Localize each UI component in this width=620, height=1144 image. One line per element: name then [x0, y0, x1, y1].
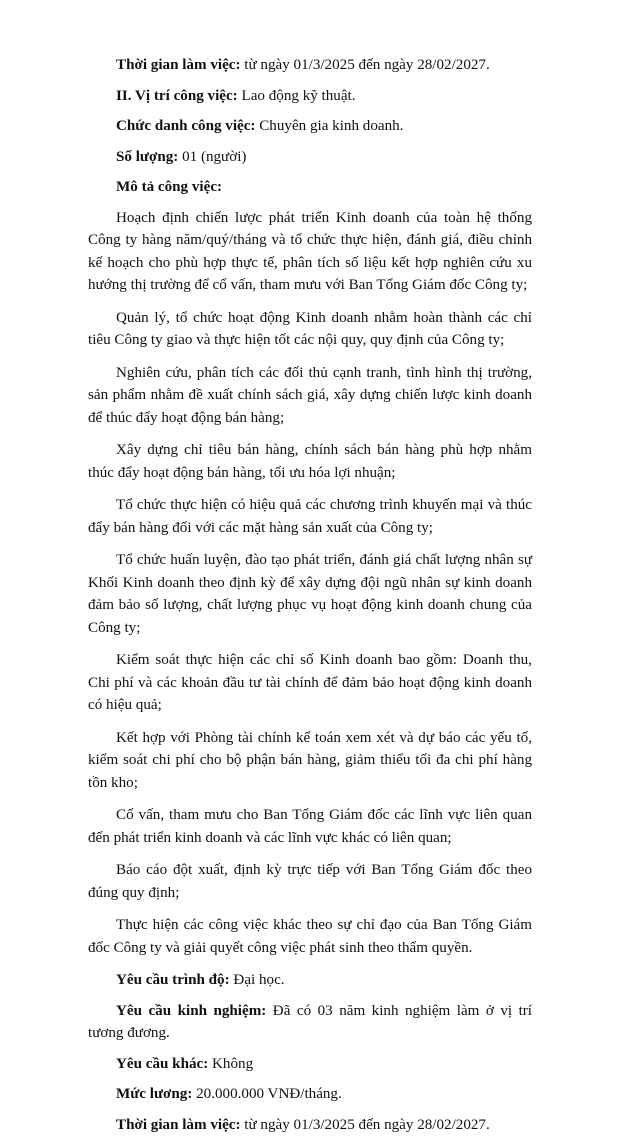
duty-paragraph: Báo cáo đột xuất, định kỳ trực tiếp với Ban Tổng Giám đốc theo đúng quy định;	[88, 862, 532, 901]
duty-paragraph: Tổ chức huấn luyện, đào tạo phát triển, đánh giá chất lượng nhân sự Khối Kinh doanh theo định kỳ để xây dựng đội ngũ nhân sự kinh doanh đảm bảo số lượng, chất lượng phục vụ hoạt động kinh doanh chung của Công ty;	[88, 552, 532, 636]
work-time-label: Thời gian làm việc:	[116, 57, 241, 73]
duty-paragraph: Tổ chức thực hiện có hiệu quả các chương trình khuyến mại và thúc đẩy bán hàng đối với các mặt hàng sản xuất của Công ty;	[88, 497, 532, 536]
salary-label: Mức lương:	[116, 1086, 193, 1102]
work-time-line-bottom	[88, 1114, 532, 1137]
salary-value: 20.000.000 VNĐ/tháng.	[192, 1086, 342, 1102]
duty-paragraph: Kiểm soát thực hiện các chỉ số Kinh doanh bao gồm: Doanh thu, Chi phí và các khoản đầu tư tài chính để đảm bảo hoạt động kinh doanh có hiệu quả;	[88, 652, 532, 713]
duty-paragraph: Hoạch định chiến lược phát triển Kinh doanh của toàn hệ thống Công ty hàng năm/quý/tháng và tổ chức thực hiện, đánh giá, điều chỉnh kế hoạch cho phù hợp thực tế, phân tích số liệu kết hợp nghiên cứu xu hướng thị trường để cố vấn, tham mưu với Ban Tổng Giám đốc Công ty;	[88, 209, 532, 293]
other-value: Không	[208, 1055, 254, 1072]
duty-paragraph: Kết hợp với Phòng tài chính kế toán xem xét và dự báo các yếu tố, kiểm soát chi phí cho bộ phận bán hàng, giảm thiểu tối đa chi phí hàng tồn kho;	[88, 729, 532, 791]
quantity-value: 01 (người)	[178, 148, 247, 165]
salary-line	[88, 1083, 532, 1106]
duty-paragraph: Nghiên cứu, phân tích các đối thủ cạnh tranh, tình hình thị trường, sản phẩm nhằm đề xuất chính sách giá, xây dựng chiến lược kinh doanh để thúc đẩy hoạt động bán hàng;	[88, 364, 532, 426]
work-time-value: từ ngày 01/3/2025 đến ngày 28/02/2027.	[240, 57, 490, 73]
job-title-value: Chuyên gia kinh doanh.	[255, 118, 404, 134]
document-body	[88, 54, 532, 1144]
experience-value: Đã có 03 năm kinh nghiệm làm ở vị trí tương đương.	[88, 1002, 532, 1041]
section-heading: II. Vị trí công việc:	[116, 87, 238, 104]
job-title-label: Chức danh công việc:	[116, 118, 256, 134]
description-label: Mô tả công việc:	[116, 179, 223, 195]
quantity-line	[88, 146, 532, 169]
section-heading-line	[88, 85, 532, 108]
other-label: Yêu cầu khác:	[116, 1055, 209, 1072]
duty-paragraph: Xây dựng chỉ tiêu bán hàng, chính sách bán hàng phù hợp nhằm thúc đẩy hoạt động bán hàng, tối ưu hóa lợi nhuận;	[88, 442, 532, 481]
work-time-value: từ ngày 01/3/2025 đến ngày 28/02/2027.	[240, 1116, 490, 1133]
job-title-line	[88, 115, 532, 138]
work-time-label: Thời gian làm việc:	[116, 1116, 241, 1133]
duty-paragraph: Quản lý, tổ chức hoạt động Kinh doanh nhằm hoàn thành các chỉ tiêu Công ty giao và thực hiện tốt các nội quy, quy định của Công ty;	[88, 309, 532, 348]
experience-requirement-line	[88, 1000, 532, 1045]
education-value: Đại học.	[229, 972, 285, 988]
experience-label: Yêu cầu kinh nghiệm:	[116, 1002, 267, 1019]
duty-paragraph: Thực hiện các công việc khác theo sự chỉ đạo của Ban Tổng Giám đốc Công ty và giải quyết công việc phát sinh theo thẩm quyền.	[88, 917, 532, 956]
other-requirement-line	[88, 1053, 532, 1076]
quantity-label: Số lượng:	[116, 148, 179, 165]
duty-paragraph: Cố vấn, tham mưu cho Ban Tổng Giám đốc các lĩnh vực liên quan đến phát triển kinh doanh và các lĩnh vực khác có liên quan;	[88, 807, 532, 846]
section-value: Lao động kỹ thuật.	[237, 87, 356, 104]
education-label: Yêu cầu trình độ:	[116, 972, 230, 988]
description-heading-line	[88, 176, 532, 199]
work-time-line-top	[88, 54, 532, 77]
education-requirement-line	[88, 969, 532, 992]
